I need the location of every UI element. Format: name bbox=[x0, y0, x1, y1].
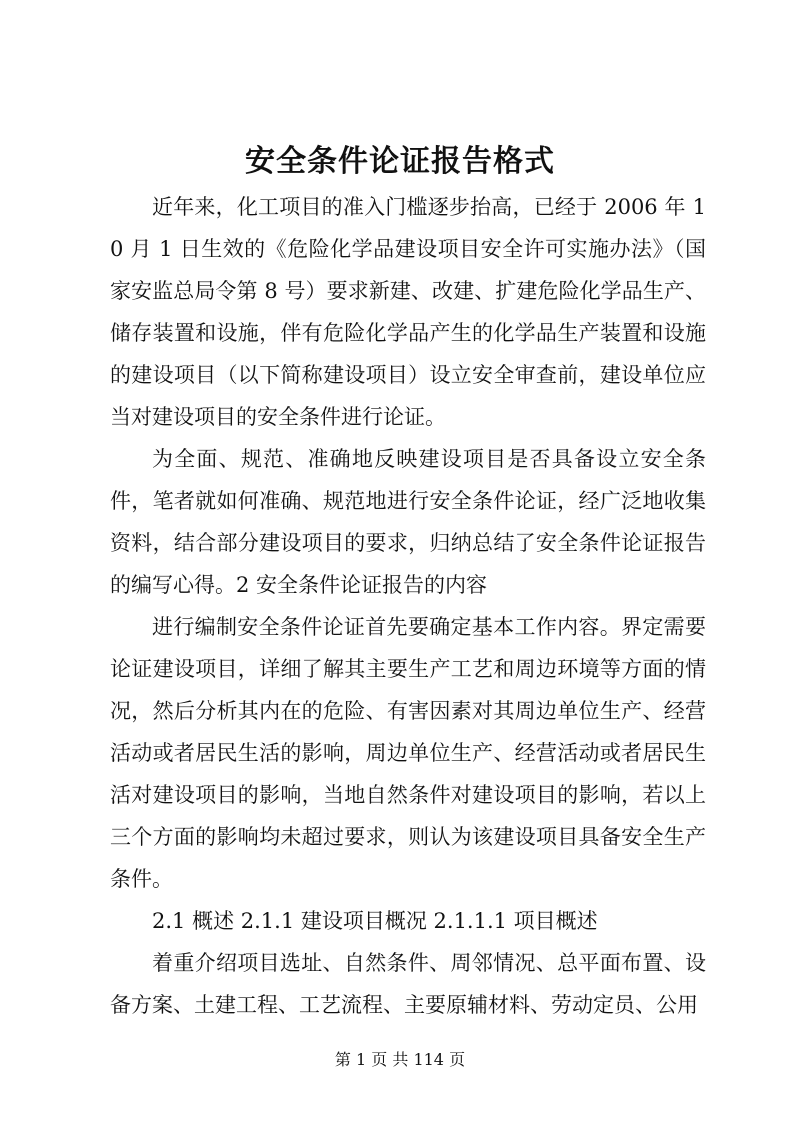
document-title: 安全条件论证报告格式 bbox=[245, 144, 555, 179]
paragraph-intro: 近年来，化工项目的准入门槛逐步抬高，已经于 2006 年 10 月 1 日生效的《危险化学品建设项目安全许可实施办法》（国家安监总局令第 8 号）要求新建、改建、扩建危险化学品生产、储存装置和设施，伴有危险化学品产生的化学品生产装置和设施的建设项目（以下简称建设项目）设立安全审查前，建设单位应当对建设项目的安全条件进行论证。 bbox=[110, 195, 706, 429]
paragraph-content: 进行编制安全条件论证首先要确定基本工作内容。界定需要论证建设项目，详细了解其主要生产工艺和周边环境等方面的情况，然后分析其内在的危险、有害因素对其周边单位生产、经营活动或者居民生活的影响，周边单位生产、经营活动或者居民生活对建设项目的影响，当地自然条件对建设项目的影响，若以上三个方面的影响均未超过要求，则认为该建设项目具备安全生产条件。 bbox=[110, 615, 706, 891]
paragraph-purpose: 为全面、规范、准确地反映建设项目是否具备设立安全条件，笔者就如何准确、规范地进行安全条件论证，经广泛地收集资料，结合部分建设项目的要求，归纳总结了安全条件论证报告的编写心得。2 安全条件论证报告的内容 bbox=[110, 447, 706, 597]
paragraph-project-description: 着重介绍项目选址、自然条件、周邻情况、总平面布置、设备方案、土建工程、工艺流程、主要原辅材料、劳动定员、公用 bbox=[110, 951, 706, 1017]
section-heading-overview: 2.1 概述 2.1.1 建设项目概况 2.1.1.1 项目概述 bbox=[152, 909, 598, 933]
document-body bbox=[110, 186, 706, 1026]
page-footer: 第 1 页 共 114 页 bbox=[334, 1050, 466, 1069]
